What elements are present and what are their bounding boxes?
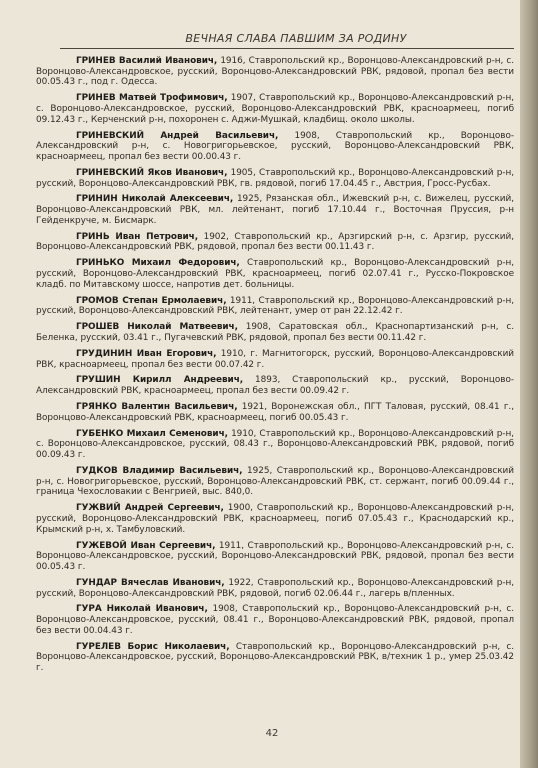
entry-name: ГРУДИНИН Иван Егорович, [76,348,217,359]
entry-text: 1925, Рязанская обл., Ижевский р-н, с. Вижелец, русский, Воронцово-Александровский РВК, мл. лейтенант, погиб 17.10.44 г., Восточная Пруссия, р-н Гейденкруче, м. Бисмарк. [36,194,514,226]
list-item [36,93,514,125]
list-item [36,429,514,461]
list-item [36,131,514,163]
list-item [36,322,514,343]
entry-name: ГРИНЬ Иван Петрович, [76,231,199,242]
entry-list [36,56,514,679]
entry-text: 1916, Ставропольский кр., Воронцово-Александровский р-н, с. Воронцово-Александровское, русский, Воронцово-Александровский РВК, рядовой, пропал без вести 00.05.43 г., под г. Одесса. [36,56,514,88]
book-binding-shadow [520,0,538,768]
entry-name: ГРОМОВ Степан Ермолаевич, [76,295,227,306]
list-item [36,168,514,189]
entry-text: 1908, Саратовская обл., Краснопартизанский р-н, с. Беленка, русский, 03.41 г., Пугачевский РВК, рядовой, пропал без вести 00.11.42 г. [36,322,514,343]
entry-name: ГРИНЕВ Матвей Трофимович, [76,93,228,104]
entry-name: ГУНДАР Вячеслав Иванович, [76,577,225,588]
list-item [36,642,514,674]
entry-text: 1911, Ставропольский кр., Воронцово-Александровский р-н, русский, Воронцово-Александровский РВК, лейтенант, умер от ран 22.12.42 г. [36,295,514,317]
entry-text: 1908, Ставропольский кр., Воронцово-Александровский р-н, с. Воронцово-Александровское, русский, 08.41 г., Воронцово-Александровский РВК, рядовой, пропал без вести 00.04.43 г. [36,604,514,636]
list-item [36,402,514,423]
list-item [36,541,514,573]
list-item [36,258,514,290]
entry-name: ГУРА Николай Иванович, [76,604,208,615]
entry-name: ГУЖВИЙ Андрей Сергеевич, [76,503,224,514]
entry-text: 1893, Ставропольский кр., русский, Воронцово-Александровский РВК, красноармеец, пропал без вести 00.09.42 г. [36,375,514,397]
list-item [36,578,514,599]
entry-text: 1900, Ставропольский кр., Воронцово-Александровский р-н, русский, Воронцово-Александровский РВК, красноармеец, погиб 07.05.43 г., Краснодарский кр., Крымский р-н, х. Тамбуловский. [36,503,514,535]
entry-text: 1921, Воронежская обл., ПГТ Таловая, русский, 08.41 г., Воронцово-Александровский РВК, красноармеец, погиб 00.05.43 г. [36,402,514,423]
entry-name: ГРИНЕВ Василий Иванович, [76,56,218,66]
entry-text: Ставропольский кр., Воронцово-Александровский р-н, русский, Воронцово-Александровский РВК, красноармеец, погиб 02.07.41 г., Русско-Покровское кладб. по Митавскому шоссе, напротив дет. больницы. [36,258,514,290]
entry-name: ГРИНЕВСКИЙ Андрей Васильевич, [76,130,279,141]
list-item [36,232,514,253]
entry-name: ГУДКОВ Владимир Васильевич, [76,465,243,476]
list-item [36,56,514,88]
entry-text: 1907, Ставропольский кр., Воронцово-Александровский р-н, с. Воронцово-Александровское, русский, Воронцово-Александровский РВК, красноармеец, погиб 09.12.43 г., Керченский р-н, похоронен с. Аджи-Мушкай, кладбищ. около школы. [36,93,514,125]
list-item [36,466,514,498]
entry-text: 1922, Ставропольский кр., Воронцово-Александровский р-н, русский, Воронцово-Александровский РВК, рядовой, погиб 02.06.44 г., лагерь в/пленных. [36,577,514,599]
entry-name: ГРЯНКО Валентин Васильевич, [76,402,238,413]
entry-name: ГРИНИН Николай Алексеевич, [76,194,234,205]
entry-text: 1902, Ставропольский кр., Арзгирский р-н, с. Арзгир, русский, Воронцово-Александровский РВК, рядовой, пропал без вести 00.11.43 г. [36,231,514,253]
list-item [36,194,514,226]
entry-text: 1910, г. Магнитогорск, русский, Воронцово-Александровский РВК, красноармеец, пропал без вести 00.07.42 г. [36,348,514,370]
list-item [36,375,514,396]
list-item [36,349,514,370]
entry-text: 1905, Ставропольский кр., Воронцово-Александровский р-н, русский, Воронцово-Александровский РВК, гв. рядовой, погиб 17.04.45 г., Австрия, Гросс-Русбах. [36,167,514,189]
list-item [36,604,514,636]
entry-name: ГУЖЕВОЙ Иван Сергеевич, [76,540,216,551]
entry-name: ГРИНЬКО Михаил Федорович, [76,258,240,269]
entry-text: 1925, Ставропольский кр., Воронцово-Александровский р-н, с. Новогригорьевское, русский, Воронцово-Александровский РВК, ст. сержант, погиб 00.09.44 г., граница Чехословакии с Венгрией, выс. 840,0. [36,465,514,498]
entry-text: 1910, Ставропольский кр., Воронцово-Александровский р-н, с. Воронцово-Александровское, русский, 08.43 г., Воронцово-Александровский РВК, рядовой, погиб 00.09.43 г. [36,428,514,461]
entry-name: ГУРЕЛЕВ Борис Николаевич, [76,641,230,652]
entry-text: Ставропольский кр., Воронцово-Александровский р-н, с. Воронцово-Александровское, русский, Воронцово-Александровский РВК, в/техник 1 р., умер 25.03.42 г. [36,641,514,674]
entry-name: ГУБЕНКО Михаил Семенович, [76,428,228,439]
running-title: ВЕЧНАЯ СЛАВА ПАВШИМ ЗА РОДИНУ [185,32,407,45]
entry-name: ГРОШЕВ Николай Матвеевич, [76,322,238,333]
header-rule [60,48,514,49]
entry-name: ГРУШИН Кирилл Андреевич, [76,375,244,386]
entry-text: 1911, Ставропольский кр., Воронцово-Александровский р-н, с. Воронцово-Александровское, русский, Воронцово-Александровский РВК, рядовой, пропал без вести 00.05.43 г. [36,540,514,572]
list-item [36,503,514,535]
entry-name: ГРИНЕВСКИЙ Яков Иванович, [76,167,228,178]
entry-text: 1908, Ставропольский кр., Воронцово-Александровский р-н, с. Новогригорьевское, русский, Воронцово-Александровский РВК, красноармеец, пропал без вести 00.00.43 г. [36,130,514,162]
page-number: 42 [265,728,279,739]
list-item [36,296,514,317]
